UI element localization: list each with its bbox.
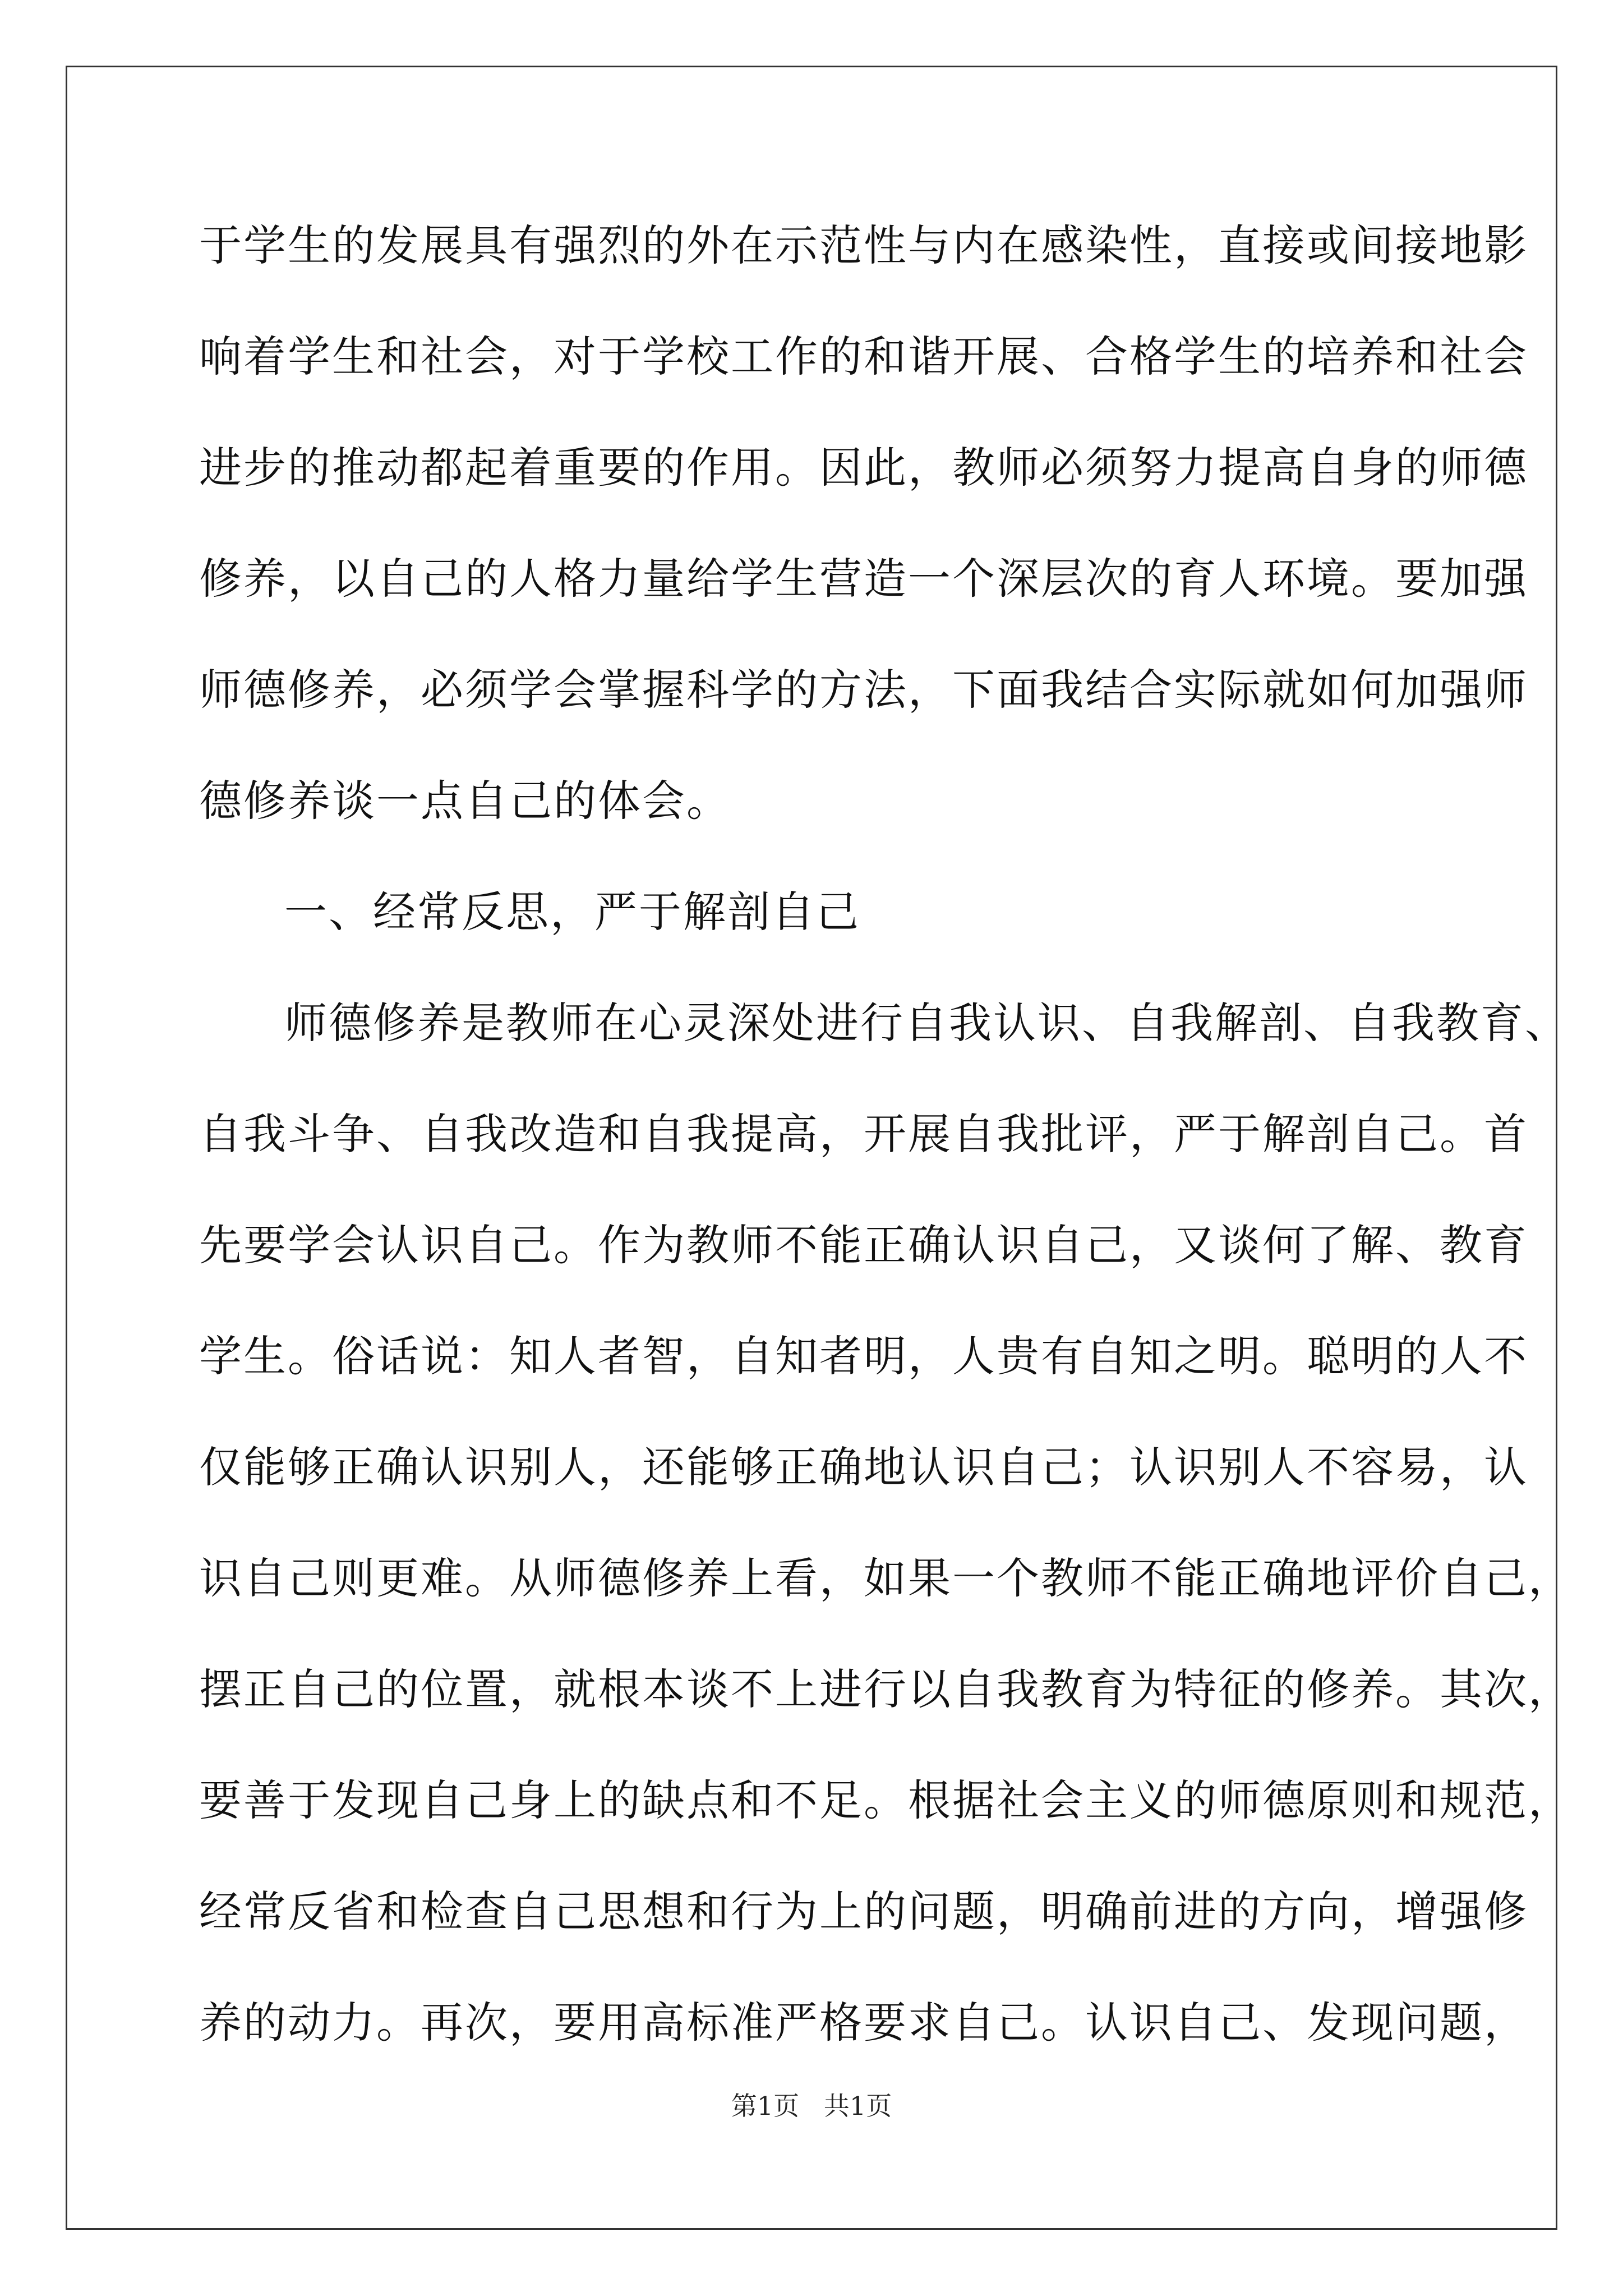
page-number-footer: 第1页 共1页 <box>731 2091 892 2121</box>
body-line: 学生。俗话说：知人者智，自知者明，人贵有自知之明。聪明的人不 <box>199 1331 1528 1381</box>
body-line: 识自己则更难。从师德修养上看，如果一个教师不能正确地评价自己， <box>199 1553 1573 1603</box>
body-line: 经常反省和检查自己思想和行为上的问题，明确前进的方向，增强修 <box>199 1887 1528 1936</box>
section-heading: 一、经常反思，严于解剖自己 <box>284 887 860 937</box>
body-line: 自我斗争、自我改造和自我提高，开展自我批评，严于解剖自己。首 <box>199 1109 1528 1159</box>
body-line: 养的动力。再次，要用高标准严格要求自己。认识自己、发现问题， <box>199 1998 1528 2047</box>
body-line: 修养，以自己的人格力量给学生营造一个深层次的育人环境。要加强 <box>199 554 1528 604</box>
body-line: 先要学会认识自己。作为教师不能正确认识自己，又谈何了解、教育 <box>199 1220 1528 1270</box>
body-line: 仅能够正确认识别人，还能够正确地认识自己；认识别人不容易，认 <box>199 1442 1528 1492</box>
body-line: 要善于发现自己身上的缺点和不足。根据社会主义的师德原则和规范， <box>199 1775 1573 1825</box>
body-line: 响着学生和社会，对于学校工作的和谐开展、合格学生的培养和社会 <box>199 332 1528 381</box>
body-line: 摆正自己的位置，就根本谈不上进行以自我教育为特征的修养。其次， <box>199 1664 1573 1714</box>
body-line: 于学生的发展具有强烈的外在示范性与内在感染性，直接或间接地影 <box>199 220 1528 270</box>
body-line: 师德修养，必须学会掌握科学的方法，下面我结合实际就如何加强师 <box>199 665 1528 715</box>
paragraph-first-line: 师德修养是教师在心灵深处进行自我认识、自我解剖、自我教育、 <box>284 998 1569 1048</box>
document-body <box>199 218 1573 2106</box>
body-line: 德修养谈一点自己的体会。 <box>199 776 731 826</box>
body-line: 进步的推动都起着重要的作用。因此，教师必须努力提高自身的师德 <box>199 443 1528 493</box>
